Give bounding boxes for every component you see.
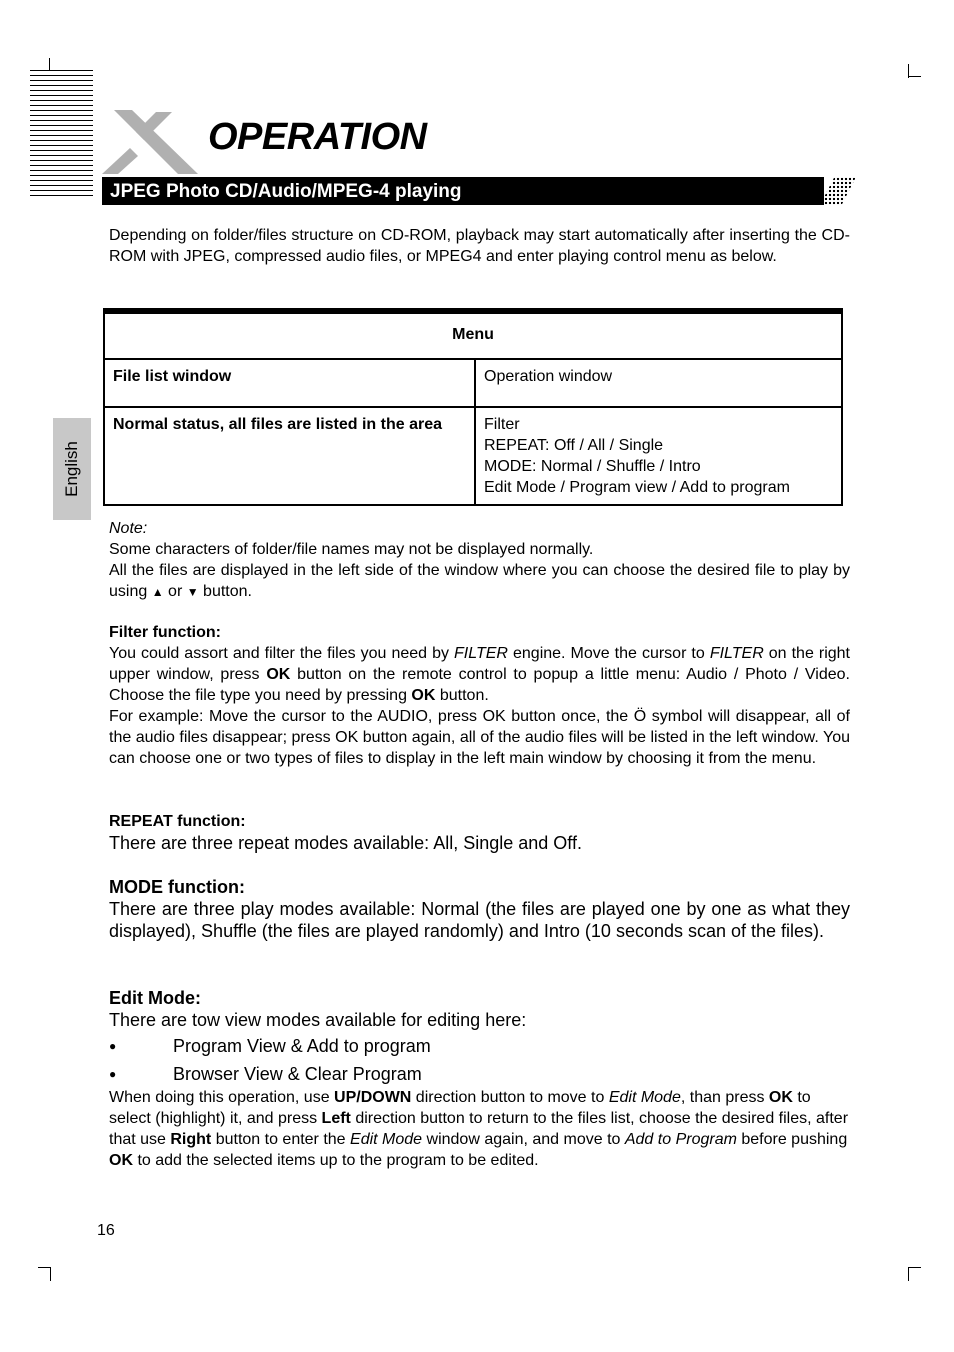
repeat-section <box>109 811 850 854</box>
filter-paragraph-1: You could assort and filter the files you need by FILTER engine. Move the cursor to FILTER on the right upper window, press OK button on the remote control to popup a little menu: Audio / Photo / Video. Choose the file type you need by pressing OK button. <box>109 645 851 704</box>
page-title: OPERATION <box>208 116 427 158</box>
operation-options-cell <box>475 407 842 505</box>
option-edit-mode: Edit Mode / Program view / Add to program <box>484 479 790 496</box>
filter-section <box>109 622 850 769</box>
repeat-text: There are three repeat modes available: All, Single and Off. <box>109 833 582 853</box>
bullet-icon: ● <box>109 1067 117 1081</box>
option-repeat: REPEAT: Off / All / Single <box>484 437 664 454</box>
down-arrow-icon: ▼ <box>186 585 199 599</box>
header-stripes <box>30 70 93 200</box>
crop-mark-bottom-left-v <box>50 1267 51 1281</box>
menu-table <box>103 308 843 506</box>
edit-paragraph: When doing this operation, use UP/DOWN direction button to move to Edit Mode, than press OK to select (highlight) it, and press Left direction button to return to the files list, choose the desired files, after that use Right button to enter the Edit Mode window again, and move to Add to Program before pushing OK to add the selected items up to the program to be edited. <box>109 1089 849 1169</box>
menu-table-header: Menu <box>104 311 842 359</box>
crop-mark-top-right-h <box>908 76 921 77</box>
intro-paragraph: Depending on folder/files structure on CD-ROM, playback may start automatically after inserting the CD-ROM with JPEG, compressed audio files, or MPEG4 and enter playing control menu as below. <box>109 227 850 265</box>
up-arrow-icon: ▲ <box>151 585 164 599</box>
note-block <box>109 518 850 603</box>
file-list-window-cell: File list window <box>104 359 475 407</box>
note-line-1: Some characters of folder/file names may not be displayed normally. <box>109 541 594 558</box>
crop-mark-bottom-right <box>908 1267 921 1268</box>
operation-window-cell: Operation window <box>475 359 842 407</box>
bullet-icon: ● <box>109 1039 117 1053</box>
note-line-2: All the files are displayed in the left side of the window where you can choose the desired file to play by using ▲ or ▼ button. <box>109 562 850 600</box>
note-label: Note: <box>109 520 148 537</box>
mode-section <box>109 876 850 942</box>
language-tab-label: English <box>62 441 81 497</box>
edit-heading: Edit Mode: <box>109 988 201 1008</box>
option-filter: Filter <box>484 416 520 433</box>
normal-status-cell: Normal status, all files are listed in the area <box>104 407 475 505</box>
section-title: JPEG Photo CD/Audio/MPEG-4 playing <box>102 177 824 205</box>
mode-text: There are three play modes available: Normal (the files are played one by one as what they displayed), Shuffle (the files are played randomly) and Intro (10 seconds scan of the files). <box>109 899 850 941</box>
filter-paragraph-2: For example: Move the cursor to the AUDIO, press OK button once, the Ö symbol will disappear, all of the audio files disappear; press OK button again, all of the audio files will be listed in the left window. You can choose one or two types of files to display in the left main window by choosing it from the menu. <box>109 708 850 767</box>
section-dots-decoration <box>820 177 856 205</box>
page-number: 16 <box>97 1222 115 1239</box>
language-tab <box>53 418 91 520</box>
filter-heading: Filter function: <box>109 624 221 641</box>
edit-section <box>109 987 850 1031</box>
crop-mark-bottom-right-v <box>908 1267 909 1281</box>
option-mode: MODE: Normal / Shuffle / Intro <box>484 458 701 475</box>
repeat-heading: REPEAT function: <box>109 813 246 830</box>
mode-heading: MODE function: <box>109 877 245 897</box>
edit-intro: There are tow view modes available for editing here: <box>109 1010 527 1030</box>
brand-x-logo <box>100 108 200 176</box>
